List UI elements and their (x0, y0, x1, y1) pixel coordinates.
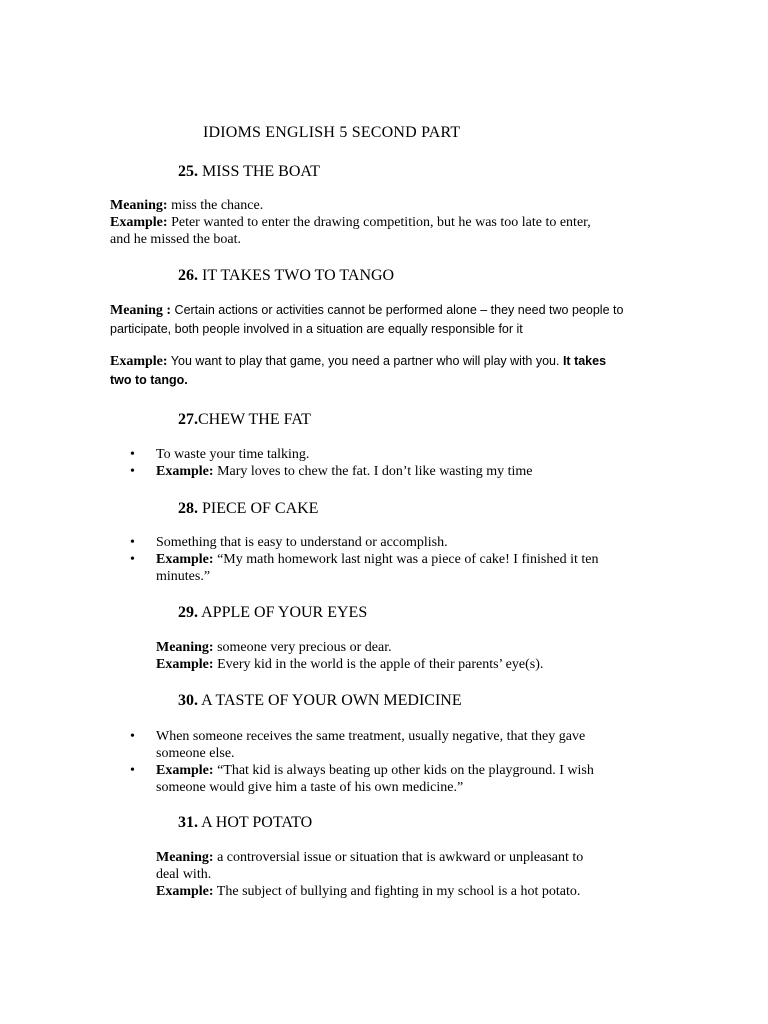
example-label: Example: (156, 657, 214, 672)
meaning-text: miss the chance. (167, 198, 264, 213)
idiom-list-28 (130, 534, 598, 585)
bullet-icon: • (130, 535, 135, 550)
meaning-line (156, 849, 583, 866)
list-text: minutes.” (156, 569, 211, 584)
list-item (130, 463, 533, 480)
meaning-label: Meaning: (156, 850, 214, 865)
example-text: Every kid in the world is the apple of their parents’ eye(s). (213, 657, 544, 672)
list-item (130, 551, 598, 568)
list-text: someone else. (156, 746, 235, 761)
example-label: Example: (110, 354, 168, 369)
idiom-body-29 (156, 639, 543, 673)
meaning-line (110, 197, 591, 214)
meaning-label: Meaning: (156, 640, 214, 655)
example-label: Example: (156, 464, 214, 479)
bullet-icon: • (130, 729, 135, 744)
idiom-heading-26 (178, 267, 394, 285)
list-text: Mary loves to chew the fat. I don’t like wasting my time (213, 464, 533, 479)
bullet-icon: • (130, 552, 135, 567)
idiom-title: MISS THE BOAT (202, 163, 320, 180)
list-item-continuation (130, 568, 598, 585)
example-label: Example: (110, 215, 168, 230)
idiom-body-26-meaning (110, 301, 623, 339)
idiom-title: PIECE OF CAKE (202, 500, 319, 517)
example-line (156, 656, 543, 673)
idiom-number: 30. (178, 692, 198, 709)
idiom-title: IT TAKES TWO TO TANGO (202, 267, 395, 284)
example-line: and he missed the boat. (110, 232, 242, 247)
list-text: “My math homework last night was a piece of cake! I finished it ten (213, 552, 599, 567)
idiom-number: 28. (178, 500, 198, 517)
example-text: You want to play that game, you need a partner who will play with you. (167, 354, 560, 368)
idiom-number: 31. (178, 814, 198, 831)
bullet-icon: • (130, 447, 135, 462)
meaning-line: participate, both people involved in a situation are equally responsible for it (110, 322, 523, 336)
idiom-number: 29. (178, 604, 198, 621)
example-line (110, 214, 591, 231)
idiom-title: APPLE OF YOUR EYES (201, 604, 368, 621)
example-emphasis: two to tango. (110, 373, 188, 387)
document-title: IDIOMS ENGLISH 5 SECOND PART (203, 124, 461, 141)
meaning-label: Meaning: (110, 198, 168, 213)
example-label: Example: (156, 763, 214, 778)
list-item-continuation (130, 779, 594, 796)
meaning-line (110, 301, 623, 320)
list-item (130, 762, 594, 779)
list-text: someone would give him a taste of his own medicine.” (156, 780, 464, 795)
example-text: The subject of bullying and fighting in my school is a hot potato. (213, 884, 581, 899)
idiom-number: 25. (178, 163, 198, 180)
idiom-heading-28 (178, 500, 318, 518)
meaning-text: someone very precious or dear. (213, 640, 392, 655)
list-text: To waste your time talking. (156, 447, 310, 462)
bullet-icon: • (130, 464, 135, 479)
list-text: When someone receives the same treatment, usually negative, that they gave (156, 729, 586, 744)
example-label: Example: (156, 884, 214, 899)
idiom-heading-30 (178, 692, 462, 710)
meaning-text: a controversial issue or situation that is awkward or unpleasant to (213, 850, 584, 865)
meaning-label: Meaning : (110, 303, 172, 318)
example-line (156, 883, 583, 900)
idiom-heading-27 (178, 411, 311, 429)
list-item (130, 534, 598, 551)
meaning-line (156, 639, 543, 656)
bullet-icon: • (130, 763, 135, 778)
idiom-title: A TASTE OF YOUR OWN MEDICINE (201, 692, 462, 709)
idiom-heading-29 (178, 604, 367, 622)
idiom-body-25 (110, 197, 591, 248)
list-item (130, 728, 594, 745)
idiom-list-30 (130, 728, 594, 796)
example-emphasis: It takes (559, 354, 607, 368)
example-line (110, 371, 606, 390)
example-text: Peter wanted to enter the drawing competition, but he was too late to enter, (167, 215, 591, 230)
idiom-body-31 (156, 849, 583, 900)
idiom-title: CHEW THE FAT (198, 411, 311, 428)
idiom-number: 27. (178, 411, 198, 428)
idiom-body-26-example (110, 352, 606, 390)
list-text: “That kid is always beating up other kids on the playground. I wish (213, 763, 594, 778)
idiom-list-27 (130, 446, 533, 480)
idiom-heading-31 (178, 814, 312, 832)
idiom-title: A HOT POTATO (201, 814, 313, 831)
list-text: Something that is easy to understand or accomplish. (156, 535, 448, 550)
meaning-text: Certain actions or activities cannot be performed alone – they need two people to (171, 303, 624, 317)
example-label: Example: (156, 552, 214, 567)
list-item (130, 446, 533, 463)
example-line (110, 352, 606, 371)
idiom-heading-25 (178, 163, 320, 181)
list-item-continuation (130, 745, 594, 762)
idiom-number: 26. (178, 267, 198, 284)
meaning-line: deal with. (156, 867, 212, 882)
